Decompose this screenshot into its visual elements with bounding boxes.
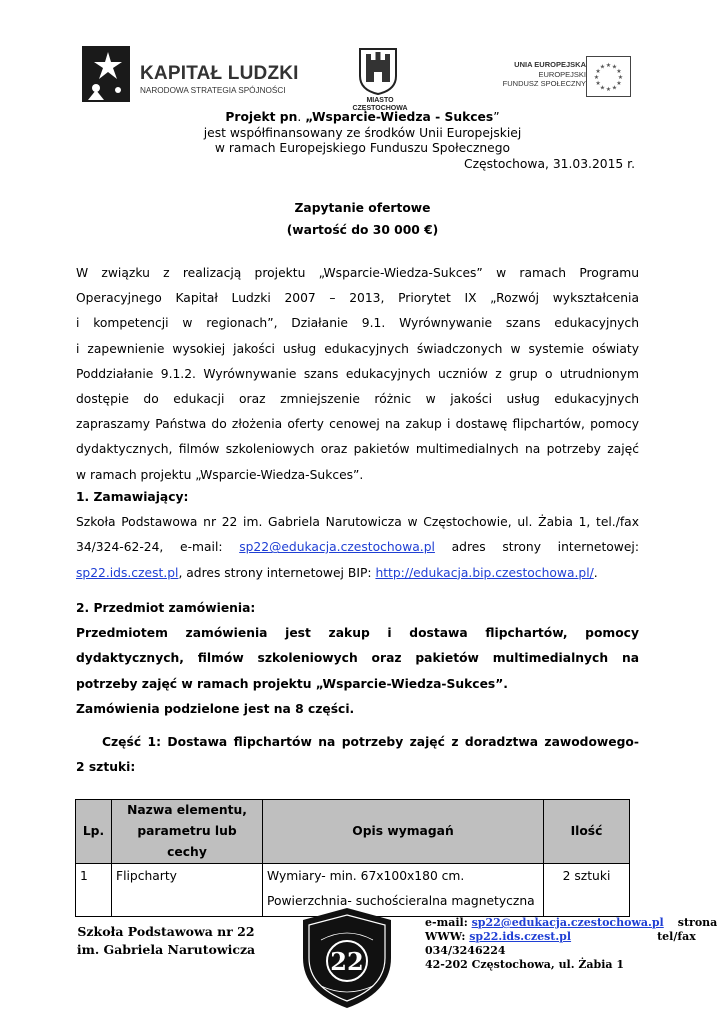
eu-line3: FUNDUSZ SPOŁECZNY	[502, 79, 586, 88]
intro-line: dydaktycznych, filmów szkoleniowych oraz pakietów multimedialnych na potrzeby zajęć	[76, 442, 639, 457]
email-label: e-mail:	[425, 916, 468, 929]
footer-www-link[interactable]: sp22.ids.czest.pl	[469, 930, 572, 943]
intro-line: Poddziałanie 9.1.2. Wyrównywanie szans edukacyjnych uczniów z grup o utrudnionym	[76, 366, 639, 381]
section2-bold-last: potrzeby zajęć w ramach projektu „Wsparcie-Wiedza-Sukces”.	[76, 676, 508, 691]
intro-line-last: w ramach projektu „Wsparcie-Wiedza-Sukces”.	[76, 467, 364, 482]
part1-heading	[102, 730, 639, 755]
section1-line1: Szkoła Podstawowa nr 22 im. Gabriela Narutowicza w Częstochowie, ul. Żabia 1, tel./fax	[76, 515, 639, 530]
footer-address: 42-202 Częstochowa, ul. Żabia 1	[425, 958, 625, 971]
section-ordering-party	[76, 485, 639, 586]
line3-end: .	[593, 565, 598, 580]
cell-quantity: 2 sztuki	[544, 864, 630, 917]
section-subject	[76, 596, 639, 722]
eu-line2: EUROPEJSKI	[538, 69, 586, 79]
project-close: ”	[493, 110, 500, 124]
city-label-line1: MIASTO	[366, 97, 394, 104]
svg-text:★: ★	[605, 62, 612, 69]
part1-line1: Część 1: Dostawa flipchartów na potrzeby zajęć z doradztwa zawodowego-	[102, 735, 639, 749]
col-quantity: Ilość	[544, 800, 630, 864]
footer-phone: 034/3246224	[425, 944, 506, 957]
svg-text:★: ★	[617, 74, 624, 81]
desc-line: Wymiary- min. 67x100x180 cm.	[267, 869, 465, 883]
part1-heading-cont	[76, 755, 639, 780]
document-date: Częstochowa, 31.03.2015 r.	[464, 157, 635, 171]
col-name: Nazwa elementu, parametru lub cechy	[112, 800, 263, 864]
intro-line: i kompetencji w regionach”, Działanie 9.1. Wyrównywanie szans edukacyjnych	[76, 316, 639, 331]
footer-strona: strona	[677, 916, 718, 929]
intro-line: zapraszamy Państwa do złożenia oferty cenowej na zakup i dostawę flipchartów, pomocy	[76, 417, 639, 432]
svg-text:★: ★	[611, 84, 618, 92]
footer-school-name	[76, 923, 256, 959]
bip-label: , adres strony internetowej BIP:	[178, 565, 372, 580]
city-crest-icon	[357, 46, 399, 96]
svg-text:★: ★	[605, 86, 612, 93]
section1-line3	[76, 561, 639, 586]
eu-line1: UNIA EUROPEJSKA	[514, 60, 586, 69]
cell-lp: 1	[76, 864, 112, 917]
svg-text:★: ★	[595, 68, 601, 75]
section1-heading: 1. Zamawiający:	[76, 490, 189, 504]
intro-paragraph	[76, 261, 639, 488]
desc-line: Powierzchnia- suchościeralna magnetyczna	[267, 894, 535, 908]
cell-name: Flipcharty	[112, 864, 263, 917]
phone-email-label: 34/324-62-24, e-mail:	[76, 540, 223, 555]
kapital-ludzki-title: KAPITAŁ LUDZKI	[140, 63, 299, 84]
svg-text:★: ★	[599, 63, 606, 71]
section2-heading: 2. Przedmiot zamówienia:	[76, 601, 256, 615]
svg-text:★: ★	[616, 80, 622, 87]
project-prefix: Projekt pn	[225, 110, 298, 124]
svg-text:★: ★	[595, 80, 601, 87]
footer-email-line	[425, 916, 718, 930]
svg-text:★: ★	[593, 74, 600, 81]
section2-bold-line: dydaktycznych, filmów szkoleniowych oraz pakietów multimedialnych na	[76, 651, 639, 666]
www-label: WWW:	[425, 930, 466, 943]
city-label-line2: CZĘSTOCHOWA	[352, 105, 408, 112]
footer-school-line2: im. Gabriela Narutowicza	[76, 942, 256, 957]
footer-email-link[interactable]: sp22@edukacja.czestochowa.pl	[471, 916, 664, 929]
intro-line: W związku z realizacją projektu „Wsparcie-Wiedza-Sukces” w ramach Programu	[76, 266, 639, 280]
footer-contact	[425, 916, 718, 972]
footer-telfax: tel/fax	[657, 930, 696, 943]
col-description: Opis wymagań	[263, 800, 544, 864]
document-value-limit: (wartość do 30 000 €)	[286, 223, 439, 237]
intro-line: Operacyjnego Kapitał Ludzki 2007 – 2013, Priorytet IX „Rozwój wykształcenia	[76, 291, 639, 306]
kapital-ludzki-subtitle: NARODOWA STRATEGIA SPÓJNOŚCI	[140, 86, 286, 95]
requirements-table	[75, 799, 630, 917]
email-link[interactable]: sp22@edukacja.czestochowa.pl	[239, 540, 435, 555]
svg-text:★: ★	[611, 63, 618, 71]
svg-text:★: ★	[616, 68, 622, 75]
footer-www-line	[425, 930, 715, 944]
section2-bold-line: Przedmiotem zamówienia jest zakup i dostawa flipchartów, pomocy	[76, 626, 639, 641]
footer-school-line1: Szkoła Podstawowa nr 22	[77, 924, 255, 939]
svg-text:★: ★	[599, 84, 606, 92]
bip-link[interactable]: http://edukacja.bip.czestochowa.pl/	[375, 565, 594, 580]
section1-line2	[76, 535, 639, 560]
website-label: adres strony internetowej:	[451, 540, 639, 555]
school-badge-icon	[297, 906, 397, 1010]
fund-line: w ramach Europejskiego Funduszu Społecznego	[214, 141, 511, 155]
project-line: Projekt pn. „Wsparcie-Wiedza - Sukces”	[225, 110, 500, 124]
table-header-row	[76, 800, 630, 864]
col-lp: Lp.	[76, 800, 112, 864]
website-link[interactable]: sp22.ids.czest.pl	[76, 565, 179, 580]
project-name: „Wsparcie-Wiedza - Sukces	[305, 110, 494, 124]
document-title: Zapytanie ofertowe	[294, 201, 431, 215]
intro-line: dostępie do edukacji oraz zmniejszenie różnic w jakości usług edukacyjnych	[76, 391, 639, 406]
cofinanced-line: jest współfinansowany ze środków Unii Europejskiej	[203, 126, 522, 140]
eu-logo-text	[476, 60, 586, 89]
intro-line: i zapewnienie wysokiej jakości usług edukacyjnych świadczonych w systemie oświaty	[76, 341, 639, 356]
eu-flag-icon	[586, 56, 631, 97]
parts-note: Zamówienia podzielone jest na 8 części.	[76, 701, 355, 716]
part1-line2: 2 sztuki:	[76, 760, 136, 774]
badge-number: 22	[330, 947, 364, 976]
